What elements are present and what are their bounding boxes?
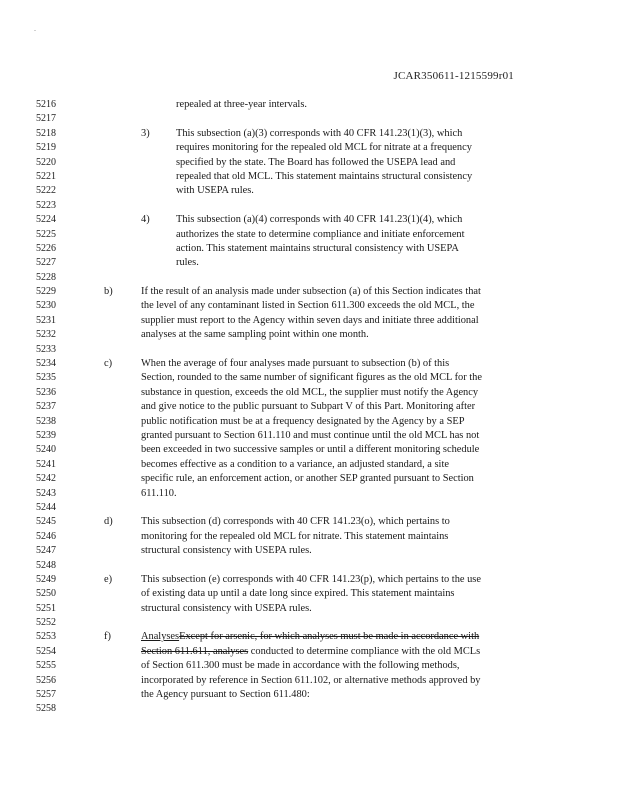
line-number: 5239 bbox=[36, 429, 56, 441]
line-text bbox=[141, 357, 449, 371]
line-number: 5250 bbox=[36, 588, 56, 600]
document-line bbox=[0, 213, 619, 227]
document-line bbox=[0, 156, 619, 170]
text-segment: supplier must report to the Agency within seven days and initiate three additional bbox=[141, 314, 479, 326]
line-text bbox=[141, 602, 312, 616]
text-segment: This subsection (a)(3) corresponds with 40 CFR 141.23(1)(3), which bbox=[176, 127, 463, 139]
line-text bbox=[176, 256, 199, 270]
text-segment: repealed at three-year intervals. bbox=[176, 99, 307, 110]
document-line bbox=[0, 515, 619, 529]
text-segment: repealed that old MCL. This statement maintains structural consistency bbox=[176, 170, 473, 182]
line-text bbox=[176, 141, 472, 155]
document-line bbox=[0, 587, 619, 601]
text-segment: granted pursuant to Section 611.110 and must continue until the old MCL has not bbox=[141, 429, 480, 441]
text-segment: and give notice to the public pursuant to Subpart V of this Part. Monitoring after bbox=[141, 401, 476, 413]
document-line bbox=[0, 371, 619, 385]
line-number: 5219 bbox=[36, 142, 56, 154]
line-text bbox=[176, 184, 254, 198]
document-line bbox=[0, 199, 619, 213]
line-text bbox=[141, 674, 481, 688]
line-text bbox=[141, 659, 459, 673]
line-number: 5256 bbox=[36, 674, 56, 686]
line-number: 5221 bbox=[36, 170, 56, 182]
text-segment: This subsection (d) corresponds with 40 CFR 141.23(o), which pertains to bbox=[141, 516, 450, 528]
line-number: 5235 bbox=[36, 372, 56, 384]
line-text bbox=[176, 127, 462, 141]
struck-text: Section 611.611, analyses bbox=[141, 645, 249, 657]
document-line bbox=[0, 573, 619, 587]
document-line bbox=[0, 559, 619, 573]
text-segment: structural consistency with USEPA rules. bbox=[141, 545, 312, 557]
line-number: 5227 bbox=[36, 257, 56, 269]
line-number: 5246 bbox=[36, 530, 56, 542]
line-text bbox=[141, 530, 448, 544]
line-text bbox=[141, 573, 481, 587]
document-line bbox=[0, 688, 619, 702]
document-line bbox=[0, 271, 619, 285]
document-line bbox=[0, 530, 619, 544]
line-number: 5236 bbox=[36, 386, 56, 398]
document-line bbox=[0, 659, 619, 673]
document-line bbox=[0, 674, 619, 688]
document-line bbox=[0, 299, 619, 313]
line-number: 5232 bbox=[36, 329, 56, 341]
subsection-label: e) bbox=[104, 573, 113, 585]
text-segment: structural consistency with USEPA rules. bbox=[141, 602, 312, 614]
line-text bbox=[141, 400, 475, 414]
text-segment: substance in question, exceeds the old MCL, the supplier must notify the Agency bbox=[141, 386, 479, 398]
document-line bbox=[0, 228, 619, 242]
line-number: 5241 bbox=[36, 458, 56, 470]
text-segment: requires monitoring for the repealed old MCL for nitrate at a frequency bbox=[176, 142, 472, 154]
line-text bbox=[141, 487, 177, 501]
subsection-label: d) bbox=[104, 516, 113, 528]
line-number: 5218 bbox=[36, 127, 56, 139]
line-text bbox=[176, 228, 465, 242]
line-text bbox=[141, 443, 479, 457]
inserted-text: Analyses bbox=[141, 631, 180, 643]
text-segment: This subsection (a)(4) corresponds with 40 CFR 141.23(1)(4), which bbox=[176, 214, 463, 226]
line-text bbox=[141, 415, 464, 429]
text-segment: becomes effective as a condition to a variance, an adjusted standard, a site bbox=[141, 458, 449, 470]
line-number: 5245 bbox=[36, 516, 56, 528]
text-segment: 611.110. bbox=[141, 487, 177, 499]
line-number: 5251 bbox=[36, 602, 56, 614]
line-text bbox=[141, 630, 479, 644]
line-number: 5226 bbox=[36, 242, 56, 254]
line-text bbox=[176, 213, 462, 227]
line-number: 5253 bbox=[36, 631, 56, 643]
text-segment: analyses at the same sampling point within one month. bbox=[141, 329, 369, 341]
line-number: 5222 bbox=[36, 185, 56, 197]
line-number: 5252 bbox=[36, 617, 56, 629]
document-line bbox=[0, 443, 619, 457]
line-text bbox=[141, 688, 310, 702]
document-line bbox=[0, 616, 619, 630]
document-line bbox=[0, 343, 619, 357]
document-line bbox=[0, 314, 619, 328]
line-number: 5238 bbox=[36, 415, 56, 427]
text-segment: authorizes the state to determine compliance and initiate enforcement bbox=[176, 228, 465, 240]
subsection-label: c) bbox=[104, 358, 113, 370]
document-line bbox=[0, 458, 619, 472]
line-text bbox=[176, 156, 455, 170]
document-line bbox=[0, 429, 619, 443]
document-line bbox=[0, 170, 619, 184]
struck-text: Except for arsenic, for which analyses must be made in accordance with bbox=[179, 631, 480, 643]
text-segment: of existing data up until a date long since expired. This statement maintains bbox=[141, 588, 455, 600]
document-line bbox=[0, 602, 619, 616]
scan-speck: . bbox=[34, 24, 36, 33]
line-number: 5230 bbox=[36, 300, 56, 312]
text-segment: This subsection (e) corresponds with 40 CFR 141.23(p), which pertains to the use bbox=[141, 573, 481, 585]
line-number: 5223 bbox=[36, 199, 56, 211]
line-text bbox=[141, 515, 450, 529]
document-line bbox=[0, 702, 619, 716]
line-text bbox=[141, 472, 474, 486]
line-text bbox=[141, 429, 479, 443]
document-id-header: JCAR350611-1215599r01 bbox=[393, 70, 514, 82]
line-text bbox=[176, 98, 307, 112]
line-text bbox=[141, 299, 474, 313]
text-segment: If the result of an analysis made under subsection (a) of this Section indicates that bbox=[141, 286, 481, 298]
line-number: 5242 bbox=[36, 473, 56, 485]
line-number: 5249 bbox=[36, 573, 56, 585]
document-line bbox=[0, 98, 619, 112]
subsection-label: 4) bbox=[141, 214, 150, 226]
subsection-label: 3) bbox=[141, 127, 150, 139]
line-text bbox=[141, 587, 454, 601]
text-segment: conducted to determine compliance with the old MCLs bbox=[248, 645, 481, 657]
document-line bbox=[0, 328, 619, 342]
document-line bbox=[0, 415, 619, 429]
subsection-label: f) bbox=[104, 631, 111, 643]
line-number: 5216 bbox=[36, 99, 56, 110]
line-number: 5244 bbox=[36, 501, 56, 513]
document-line bbox=[0, 386, 619, 400]
line-number: 5255 bbox=[36, 660, 56, 672]
line-number: 5234 bbox=[36, 358, 56, 370]
line-number: 5233 bbox=[36, 343, 56, 355]
document-line bbox=[0, 357, 619, 371]
text-segment: specific rule, an enforcement action, or another SEP granted pursuant to Section bbox=[141, 473, 474, 485]
line-number: 5229 bbox=[36, 286, 56, 298]
document-line bbox=[0, 256, 619, 270]
line-text bbox=[141, 371, 482, 385]
line-number: 5257 bbox=[36, 689, 56, 701]
document-line bbox=[0, 501, 619, 515]
text-segment: the level of any contaminant listed in Section 611.300 exceeds the old MCL, the bbox=[141, 300, 475, 312]
line-number: 5231 bbox=[36, 314, 56, 326]
text-segment: incorporated by reference in Section 611.102, or alternative methods approved by bbox=[141, 674, 481, 686]
text-segment: action. This statement maintains structural consistency with USEPA bbox=[176, 242, 459, 254]
document-line bbox=[0, 242, 619, 256]
document-line bbox=[0, 544, 619, 558]
document-line bbox=[0, 184, 619, 198]
document-line bbox=[0, 141, 619, 155]
text-segment: rules. bbox=[176, 257, 199, 269]
line-text bbox=[141, 386, 478, 400]
line-number: 5237 bbox=[36, 401, 56, 413]
line-text bbox=[141, 645, 480, 659]
line-text bbox=[141, 285, 481, 299]
line-number: 5220 bbox=[36, 156, 56, 168]
line-text bbox=[176, 242, 459, 256]
document-line bbox=[0, 112, 619, 126]
text-segment: specified by the state. The Board has followed the USEPA lead and bbox=[176, 156, 456, 168]
document-line bbox=[0, 472, 619, 486]
document-line bbox=[0, 645, 619, 659]
line-text bbox=[176, 170, 472, 184]
line-number: 5240 bbox=[36, 444, 56, 456]
line-number: 5247 bbox=[36, 545, 56, 557]
line-number: 5225 bbox=[36, 228, 56, 240]
document-line bbox=[0, 127, 619, 141]
text-segment: Section, rounded to the same number of significant figures as the old MCL for the bbox=[141, 372, 482, 384]
line-text bbox=[141, 458, 449, 472]
text-segment: of Section 611.300 must be made in accordance with the following methods, bbox=[141, 660, 460, 672]
text-segment: the Agency pursuant to Section 611.480: bbox=[141, 689, 310, 701]
document-line bbox=[0, 400, 619, 414]
subsection-label: b) bbox=[104, 286, 113, 298]
line-text bbox=[141, 544, 312, 558]
text-segment: monitoring for the repealed old MCL for nitrate. This statement maintains bbox=[141, 530, 449, 542]
line-number: 5243 bbox=[36, 487, 56, 499]
line-text bbox=[141, 328, 369, 342]
document-line bbox=[0, 285, 619, 299]
line-number: 5248 bbox=[36, 559, 56, 571]
line-number: 5258 bbox=[36, 703, 56, 715]
line-number: 5217 bbox=[36, 113, 56, 125]
text-segment: with USEPA rules. bbox=[176, 185, 254, 197]
text-segment: When the average of four analyses made pursuant to subsection (b) of this bbox=[141, 358, 450, 370]
line-text bbox=[141, 314, 479, 328]
line-number: 5254 bbox=[36, 645, 56, 657]
document-line bbox=[0, 487, 619, 501]
line-number: 5228 bbox=[36, 271, 56, 283]
line-number: 5224 bbox=[36, 214, 56, 226]
text-segment: been exceeded in two successive samples or until a different monitoring schedule bbox=[141, 444, 480, 456]
document-body bbox=[0, 98, 619, 717]
document-line bbox=[0, 630, 619, 644]
text-segment: public notification must be at a frequency designated by the Agency by a SEP bbox=[141, 415, 465, 427]
